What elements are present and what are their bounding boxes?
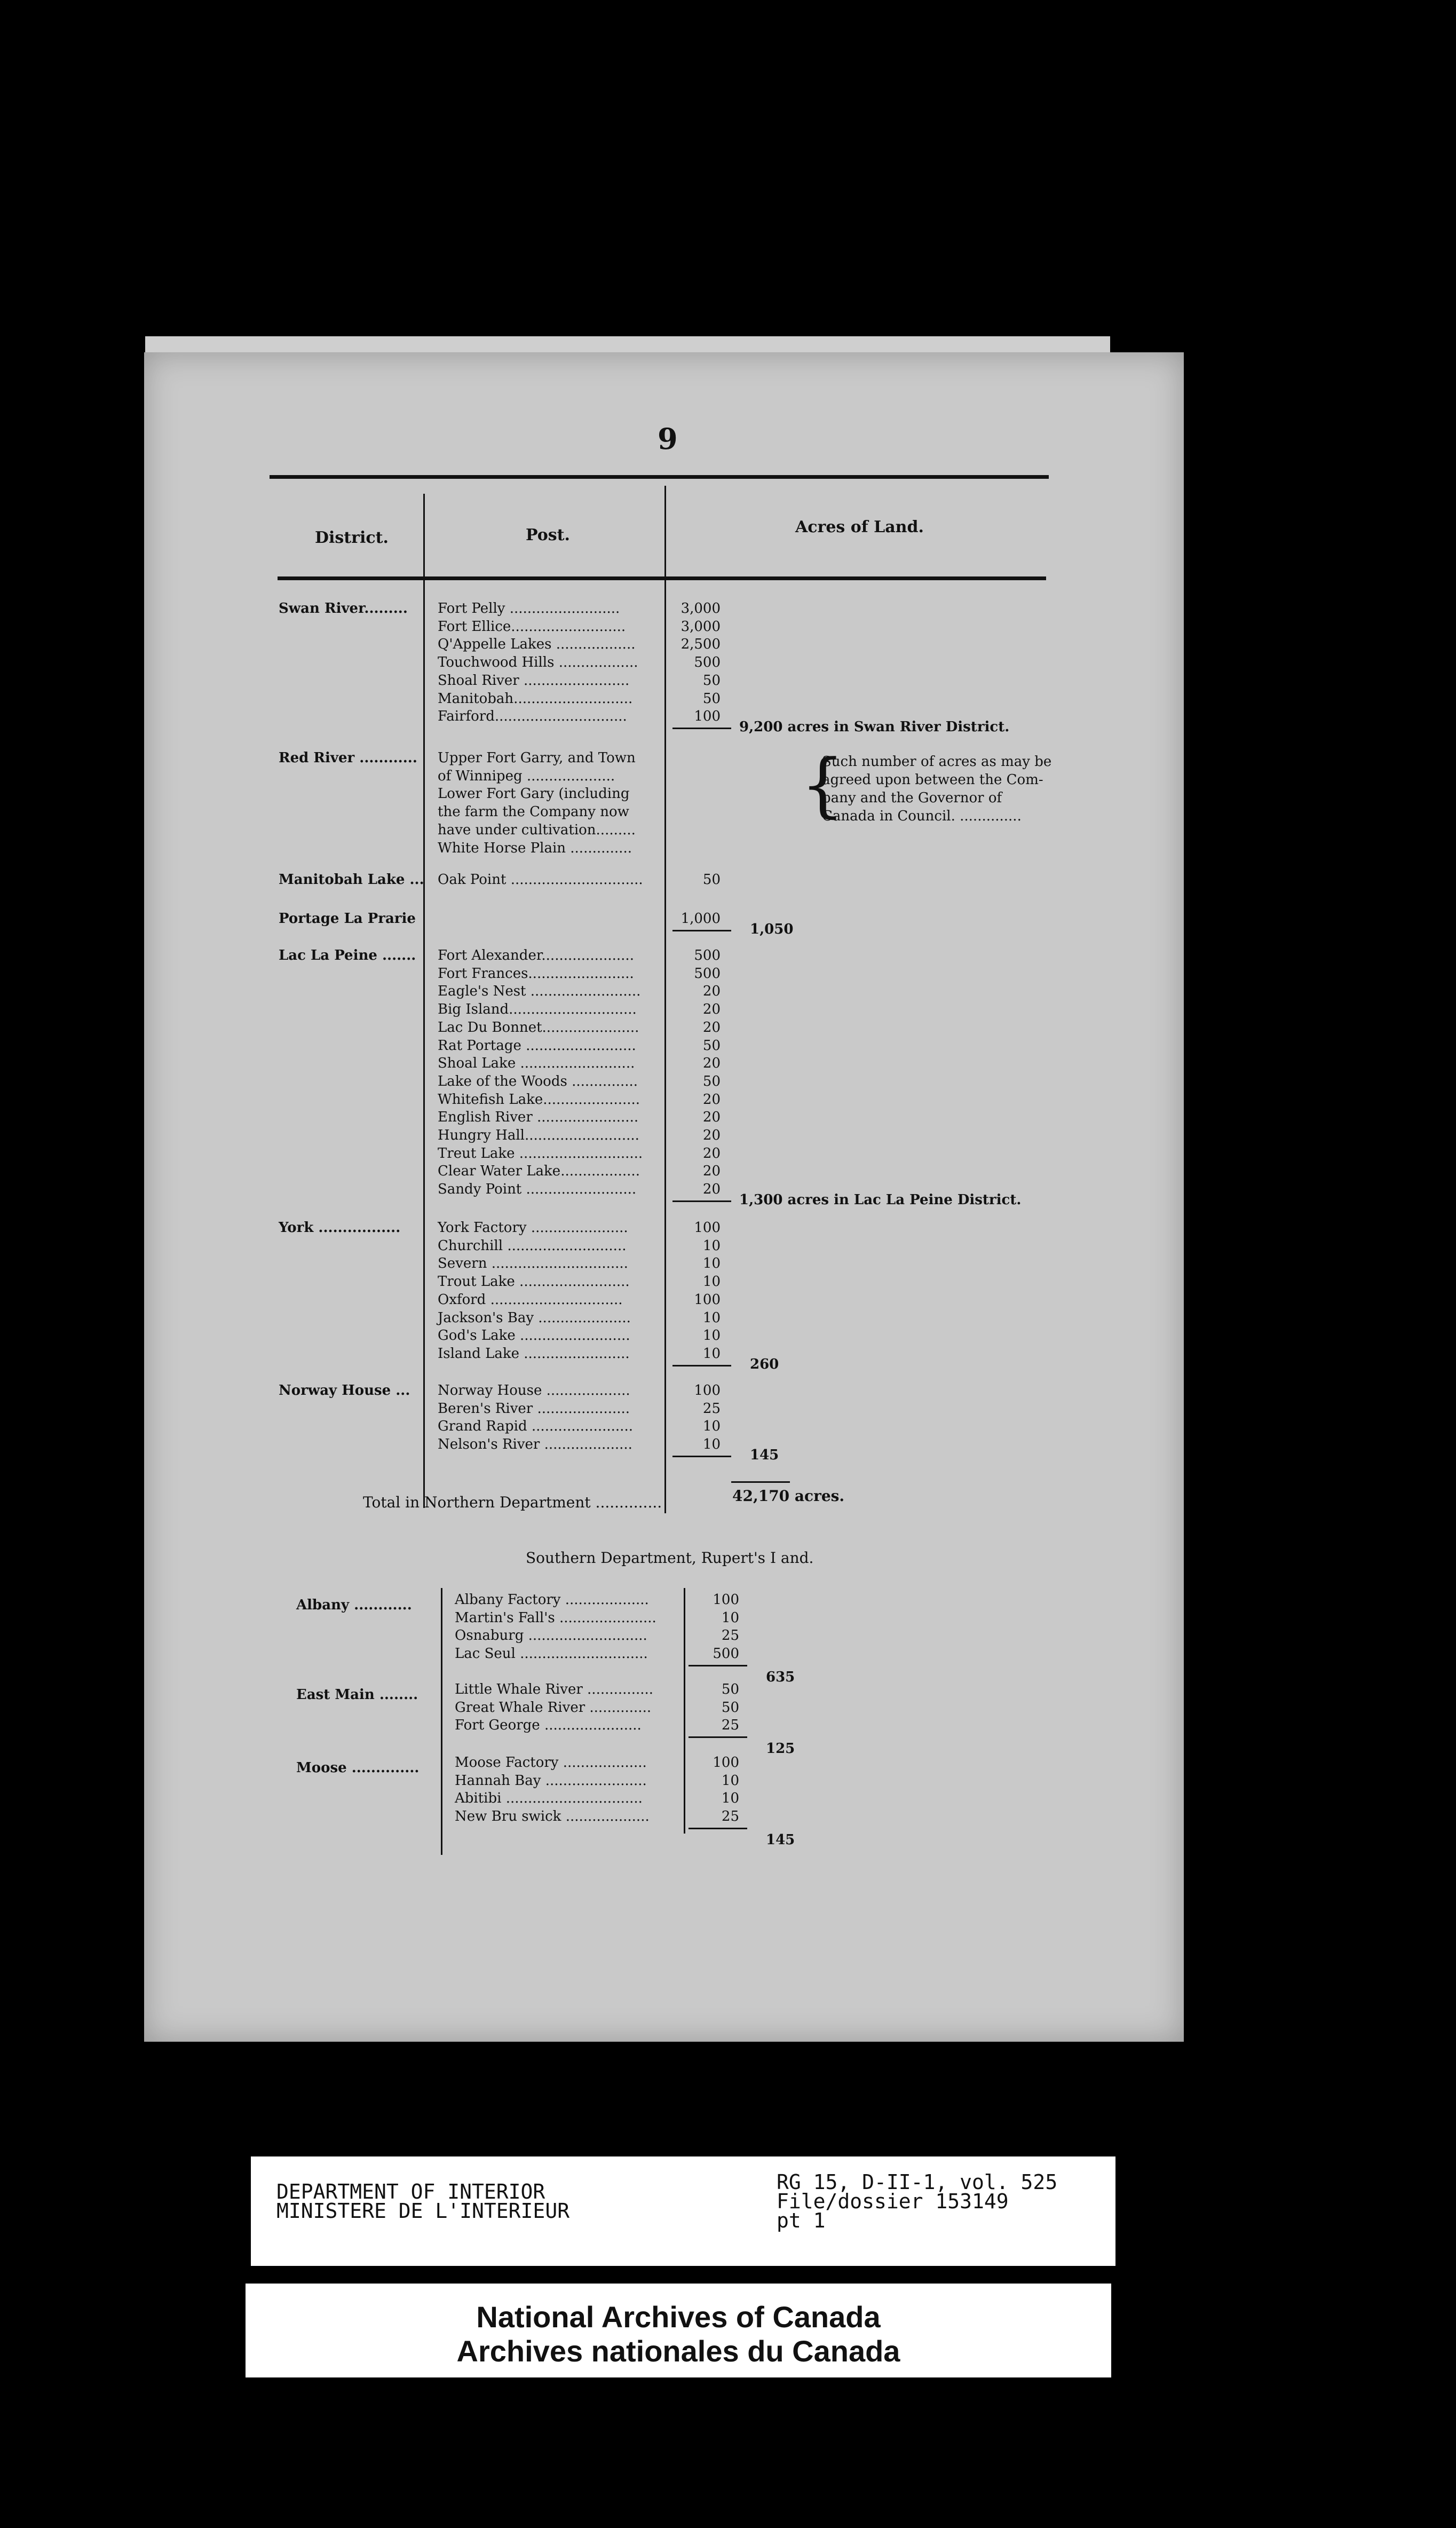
post-acres: 10	[702, 1418, 721, 1435]
post-name: Touchwood Hills ..................	[438, 654, 638, 671]
post-acres: 20	[702, 1109, 721, 1126]
post-name: Churchill ...........................	[438, 1237, 627, 1254]
post-name: Abitibi ...............................	[455, 1790, 643, 1807]
district-name: East Main ........	[296, 1687, 418, 1703]
post-acres: 100	[694, 1291, 721, 1308]
post-name: Fort Frances........................	[438, 965, 634, 982]
post-acres: 50	[702, 1073, 721, 1089]
post-acres: 10	[702, 1328, 721, 1344]
post-name: Osnaburg ...........................	[455, 1628, 647, 1644]
agreement-note: pany and the Governor of	[822, 790, 1002, 806]
post-name: Martin's Fall's ......................	[455, 1609, 656, 1626]
header-rule	[278, 576, 1046, 580]
post-name: Trout Lake .........................	[438, 1274, 630, 1290]
post-name: Beren's River .....................	[438, 1400, 630, 1417]
reference-label	[251, 2156, 1115, 2266]
district-name: Manitobah Lake ...	[279, 872, 424, 888]
post-acres: 2,500	[680, 636, 721, 653]
post-acres: 100	[694, 1382, 721, 1399]
post-name: Lac Du Bonnet......................	[438, 1019, 639, 1036]
post-name: Oxford ..............................	[438, 1291, 623, 1308]
northern-total: 42,170 acres.	[732, 1487, 845, 1505]
post-name: Albany Factory ...................	[455, 1592, 649, 1608]
post-name: English River .......................	[438, 1109, 639, 1126]
post-name: Sandy Point .........................	[438, 1181, 637, 1198]
brace-symbol: {	[801, 744, 845, 825]
post-acres: 500	[694, 965, 721, 982]
post-name: Lake of the Woods ...............	[438, 1073, 638, 1089]
district-name: Moose ..............	[296, 1760, 420, 1776]
post-name: Fort Ellice..........................	[438, 618, 626, 635]
district-name: Swan River.........	[279, 601, 408, 617]
post-name: have under cultivation.........	[438, 821, 636, 838]
post-name: Lac Seul .............................	[455, 1646, 648, 1662]
record-group: RG 15, D-II-1, vol. 525	[777, 2170, 1058, 2194]
district-subtotal: 125	[766, 1741, 795, 1757]
post-acres: 20	[702, 1145, 721, 1162]
post-acres: 20	[702, 1127, 721, 1143]
post-name: Manitobah...........................	[438, 690, 633, 707]
part-number: pt 1	[777, 2209, 826, 2232]
post-acres: 100	[694, 1220, 721, 1236]
post-acres: 500	[713, 1646, 739, 1662]
subtotal-rule	[672, 728, 731, 729]
post-name: Oak Point ..............................	[438, 872, 643, 888]
post-name: Q'Appelle Lakes ..................	[438, 636, 636, 653]
post-acres: 10	[721, 1790, 739, 1807]
post-name: Fort Alexander.....................	[438, 947, 634, 963]
post-acres: 10	[721, 1772, 739, 1789]
district-name: Norway House ...	[279, 1382, 410, 1399]
post-acres: 20	[702, 1181, 721, 1198]
post-acres: 3,000	[680, 601, 721, 617]
post-acres: 100	[713, 1755, 739, 1771]
post-name: the farm the Company now	[438, 804, 629, 820]
post-name: Norway House ...................	[438, 1382, 630, 1399]
post-acres: 100	[694, 708, 721, 725]
post-name: Fort George ......................	[455, 1717, 642, 1734]
post-acres: 10	[702, 1436, 721, 1453]
subtotal-rule	[689, 1665, 747, 1666]
district-name: York .................	[279, 1220, 401, 1236]
district-name: Portage La Prarie	[279, 911, 416, 927]
post-acres: 25	[721, 1808, 739, 1825]
post-name: of Winnipeg ....................	[438, 768, 615, 784]
subtotal-rule	[672, 1200, 731, 1202]
post-name: Island Lake ........................	[438, 1345, 630, 1362]
post-acres: 20	[702, 1055, 721, 1072]
district-name: Red River ............	[279, 750, 417, 766]
department-fr: MINISTERE DE L'INTERIEUR	[276, 2199, 570, 2223]
district-subtotal: 145	[750, 1447, 779, 1463]
post-acres: 25	[721, 1628, 739, 1644]
post-acres: 50	[721, 1681, 739, 1697]
post-name: Hungry Hall..........................	[438, 1127, 639, 1143]
post-name: Clear Water Lake..................	[438, 1163, 640, 1180]
subtotal-rule	[689, 1828, 747, 1829]
post-name: Lower Fort Gary (including	[438, 786, 630, 802]
post-name: Severn ...............................	[438, 1255, 628, 1272]
subtotal-rule	[689, 1736, 747, 1738]
post-name: York Factory ......................	[438, 1220, 628, 1236]
archives-name-en: National Archives of Canada	[476, 2300, 881, 2334]
agreement-note: Canada in Council. ..............	[822, 808, 1022, 824]
top-rule	[270, 475, 1049, 479]
post-acres: 50	[721, 1699, 739, 1716]
post-acres: 10	[702, 1345, 721, 1362]
post-acres: 3,000	[680, 618, 721, 635]
post-acres: 100	[713, 1592, 739, 1608]
post-name: Nelson's River ....................	[438, 1436, 632, 1453]
post-name: Jackson's Bay .....................	[438, 1309, 631, 1326]
post-acres: 20	[702, 983, 721, 1000]
subtotal-rule	[672, 1365, 731, 1366]
post-acres: 20	[702, 1163, 721, 1180]
header-district: District.	[315, 528, 389, 547]
post-name: Treut Lake ............................	[438, 1145, 643, 1162]
district-subtotal: 145	[766, 1831, 795, 1848]
subtotal-rule	[672, 930, 731, 931]
agreement-note: Such number of acres as may be	[822, 754, 1052, 770]
northern-total-label: Total in Northern Department ..............	[363, 1494, 662, 1511]
post-acres: 50	[702, 1037, 721, 1054]
southern-title: Southern Department, Rupert's I and.	[526, 1549, 814, 1567]
post-name: Great Whale River ..............	[455, 1699, 652, 1716]
header-acres: Acres of Land.	[795, 518, 924, 536]
post-acres: 10	[702, 1309, 721, 1326]
post-acres: 10	[702, 1255, 721, 1272]
post-name: Hannah Bay .......................	[455, 1772, 647, 1789]
post-name: Fairford..............................	[438, 708, 627, 725]
header-post: Post.	[526, 526, 570, 544]
post-name: Rat Portage .........................	[438, 1037, 636, 1054]
post-name: New Bru swick ...................	[455, 1808, 650, 1825]
post-name: Fort Pelly .........................	[438, 601, 620, 617]
page-number: 9	[658, 422, 678, 456]
post-acres: 50	[702, 690, 721, 707]
post-name: Shoal River ........................	[438, 672, 630, 689]
district-subtotal: 9,200 acres in Swan River District.	[739, 718, 1010, 735]
post-acres: 20	[702, 1001, 721, 1018]
archives-label	[246, 2284, 1111, 2377]
post-name: Moose Factory ...................	[455, 1755, 647, 1771]
post-acres: 1,000	[680, 911, 721, 927]
district-subtotal: 1,300 acres in Lac La Peine District.	[739, 1191, 1022, 1208]
post-acres: 20	[702, 1091, 721, 1108]
district-name: Albany ............	[296, 1597, 412, 1613]
post-acres: 500	[694, 654, 721, 671]
post-acres: 25	[702, 1400, 721, 1417]
department-en: DEPARTMENT OF INTERIOR	[276, 2180, 545, 2203]
post-name: Big Island.............................	[438, 1001, 637, 1018]
post-name: Whitefish Lake......................	[438, 1091, 640, 1108]
district-subtotal: 1,050	[750, 921, 794, 937]
subtotal-rule	[672, 1456, 731, 1457]
district-name: Lac La Peine .......	[279, 947, 416, 963]
post-acres: 20	[702, 1019, 721, 1036]
post-name: Shoal Lake ..........................	[438, 1055, 635, 1072]
post-name: Eagle's Nest .........................	[438, 983, 641, 1000]
post-name: White Horse Plain ..............	[438, 840, 632, 856]
post-name: Little Whale River ...............	[455, 1681, 654, 1697]
post-acres: 10	[702, 1237, 721, 1254]
post-acres: 10	[702, 1274, 721, 1290]
post-name: Grand Rapid .......................	[438, 1418, 633, 1435]
post-acres: 25	[721, 1717, 739, 1734]
agreement-note: agreed upon between the Com-	[822, 772, 1043, 788]
post-name: God's Lake .........................	[438, 1328, 630, 1344]
district-subtotal: 260	[750, 1356, 779, 1372]
district-col-rule	[423, 494, 425, 1508]
south-district-col-rule	[441, 1588, 442, 1855]
post-acres: 50	[702, 872, 721, 888]
post-acres: 10	[721, 1609, 739, 1626]
district-subtotal: 635	[766, 1669, 795, 1685]
archives-name-fr: Archives nationales du Canada	[456, 2334, 900, 2368]
post-name: Upper Fort Garry, and Town	[438, 750, 636, 766]
post-acres: 50	[702, 672, 721, 689]
file-number: File/dossier 153149	[777, 2190, 1009, 2213]
northern-total-rule	[731, 1481, 790, 1483]
post-acres: 500	[694, 947, 721, 963]
